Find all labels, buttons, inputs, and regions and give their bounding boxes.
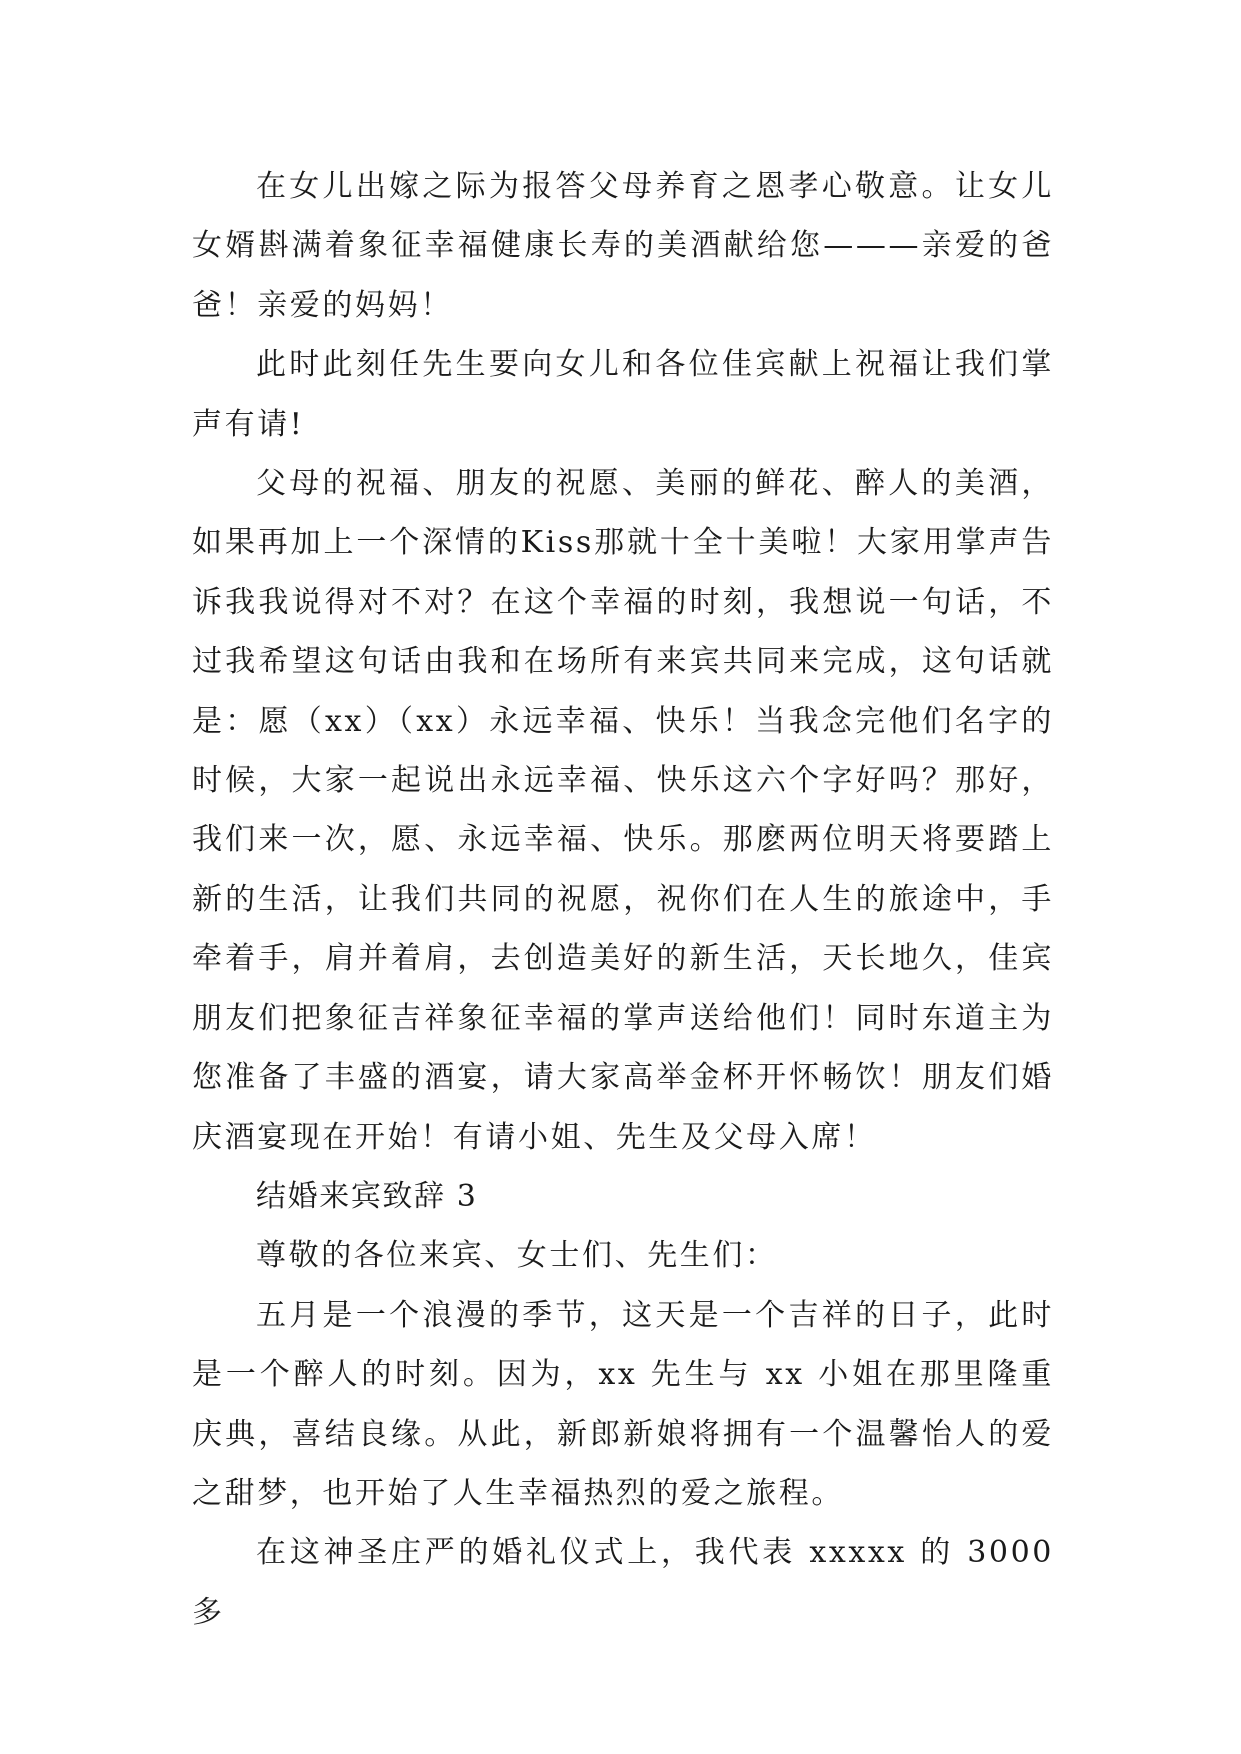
paragraph-toast-to-parents: 在女儿出嫁之际为报答父母养育之恩孝心敬意。让女儿女婿斟满着象征幸福健康长寿的美酒献给您———亲爱的爸爸！亲爱的妈妈！: [192, 169, 1054, 323]
section-heading: 结婚来宾致辞 3: [256, 1178, 478, 1214]
paragraph-may-season: 五月是一个浪漫的季节，这天是一个吉祥的日子，此时是一个醉人的时刻。因为，xx 先生与 xx 小姐在那里隆重庆典，喜结良缘。从此，新郎新娘将拥有一个温馨怡人的爱之甜梦，也开始了人生幸福热烈的爱之旅程。: [192, 1297, 1054, 1511]
paragraph-ceremony-representative: 在这神圣庄严的婚礼仪式上，我代表 xxxxx 的 3000 多: [192, 1535, 1054, 1630]
paragraph-blessings: 父母的祝福、朋友的祝愿、美丽的鲜花、醉人的美酒，如果再加上一个深情的Kiss那就十全十美啦！大家用掌声告诉我我说得对不对？在这个幸福的时刻，我想说一句话，不过我希望这句话由我和在场所有来宾共同来完成，这句话就是：愿（xx）（xx）永远幸福、快乐！当我念完他们名字的时候，大家一起说出永远幸福、快乐这六个字好吗？那好，我们来一次，愿、永远幸福、快乐。那麽两位明天将要踏上新的生活，让我们共同的祝愿，祝你们在人生的旅途中，手牵着手，肩并着肩，去创造美好的新生活，天长地久，佳宾朋友们把象征吉祥象征幸福的掌声送给他们！同时东道主为您准备了丰盛的酒宴，请大家高举金杯开怀畅饮！朋友们婚庆酒宴现在开始！有请小姐、先生及父母入席！: [192, 466, 1054, 1155]
salutation: 尊敬的各位来宾、女士们、先生们：: [256, 1238, 778, 1274]
document-body: [192, 157, 1054, 1642]
paragraph-invite-speaker: 此时此刻任先生要向女儿和各位佳宾献上祝福让我们掌声有请!: [192, 347, 1054, 442]
